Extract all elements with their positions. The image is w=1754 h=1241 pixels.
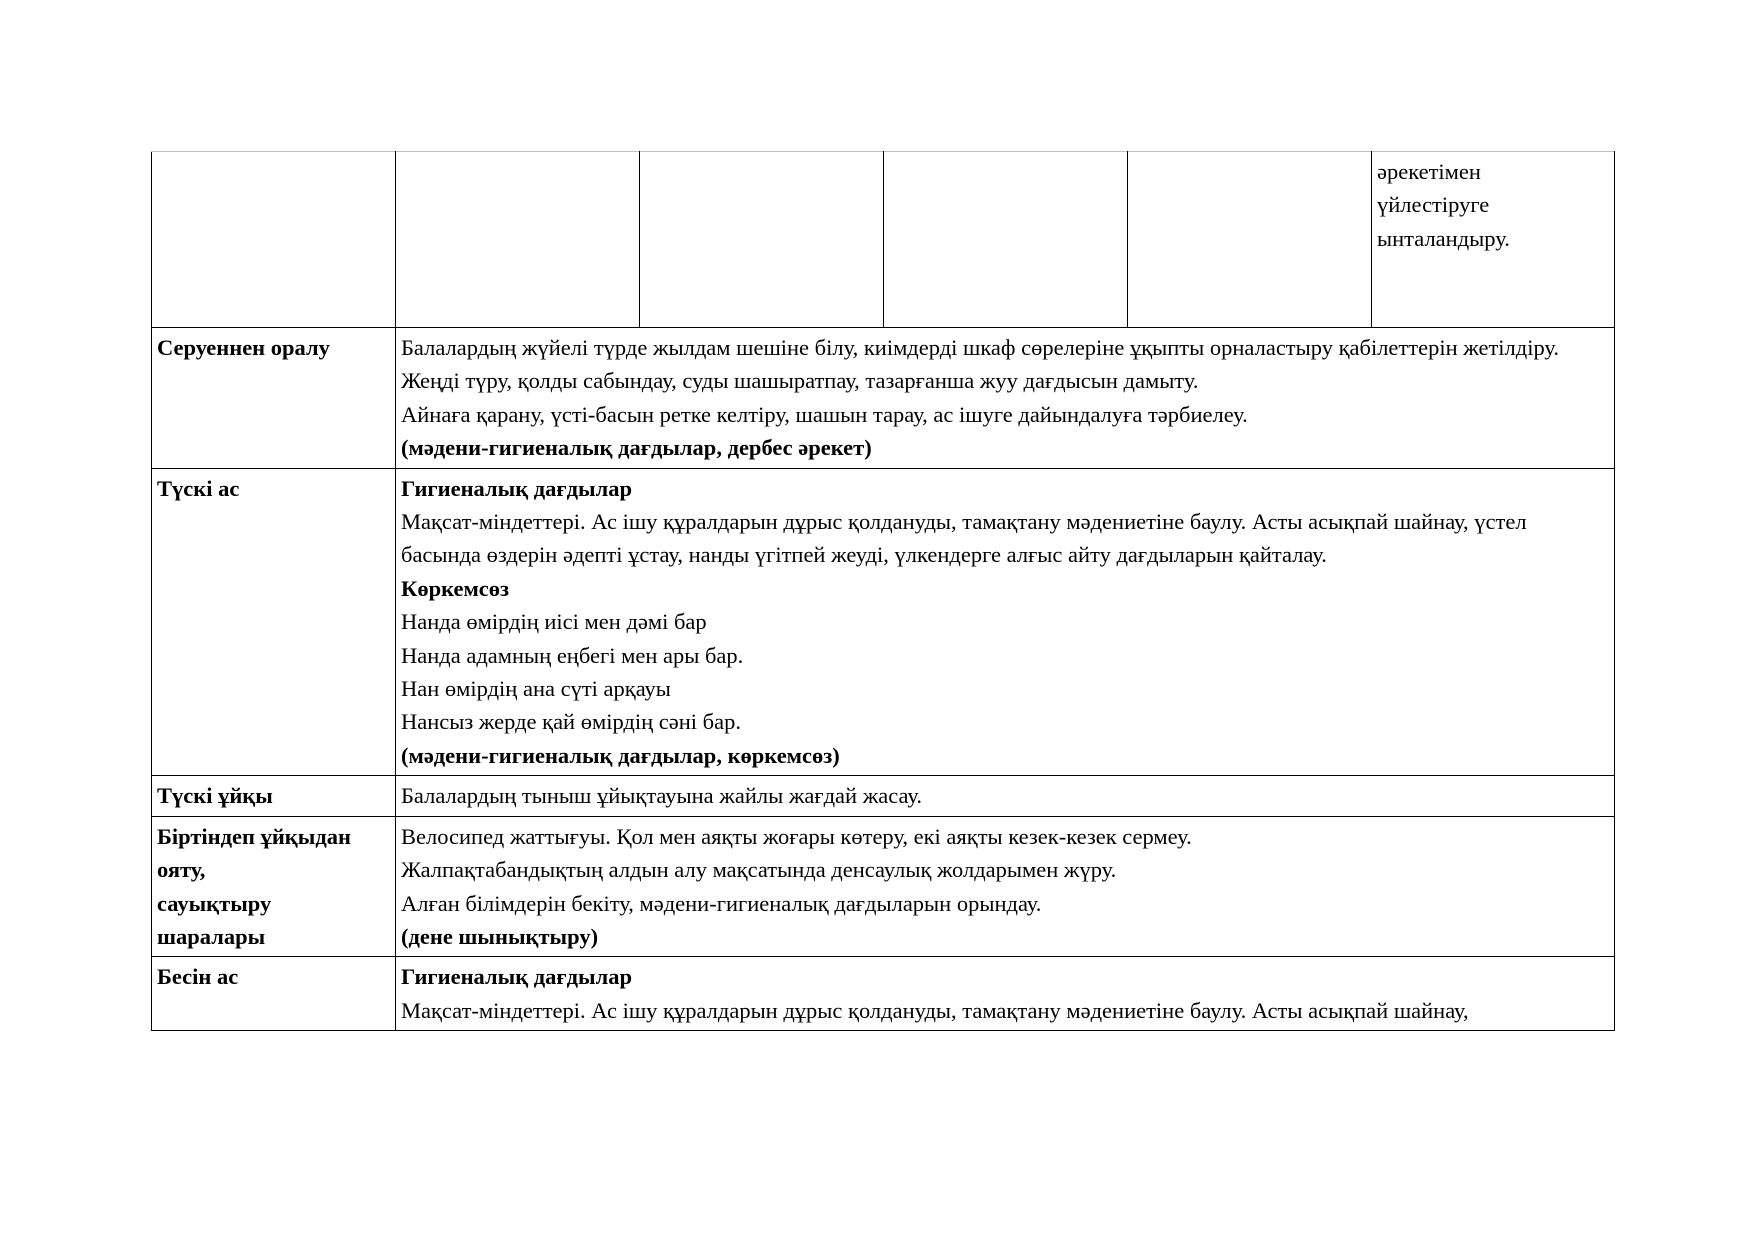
content-line: Велосипед жаттығуы. Қол мен аяқты жоғары көтеру, екі аяқты кезек-кезек сермеу. bbox=[401, 823, 1192, 849]
table-cell-empty bbox=[884, 152, 1128, 328]
table-cell-empty bbox=[640, 152, 884, 328]
row-label-line: Бесін ас bbox=[157, 964, 239, 990]
table-cell-empty bbox=[152, 152, 396, 328]
row-label bbox=[152, 328, 396, 469]
content-line-bold: (дене шынықтыру) bbox=[401, 923, 599, 949]
table-cell-continued-text bbox=[1372, 152, 1615, 328]
table-row-tuski-uiqy bbox=[152, 776, 1615, 816]
content-line-bold: (мәдени-гигиеналық дағдылар, көркемсөз) bbox=[401, 742, 840, 768]
content-line: Нанда адамның еңбегі мен ары бар. bbox=[401, 642, 744, 668]
row-content bbox=[396, 776, 1615, 816]
content-line-bold: Гигиеналық дағдылар bbox=[401, 475, 632, 501]
content-line: Нансыз жерде қай өмірдің сәні бар. bbox=[401, 709, 741, 735]
content-line: Мақсат-міндеттері. Ас ішу құралдарын дұрыс қолдануды, тамақтану мәдениетіне баулу. Асты асықпай шайнау, үстел басында өздерін әдепті ұстау, нанды үгітпей жеуді, үлкендерге алғыс айту дағдыларын қайталау. bbox=[401, 509, 1527, 568]
row-content bbox=[396, 328, 1615, 469]
content-line-bold: Көркемсөз bbox=[401, 575, 510, 601]
row-content bbox=[396, 468, 1615, 776]
row-label-line: Серуеннен оралу bbox=[157, 335, 330, 360]
row-label-line: Біртіндеп ұйқыдан bbox=[157, 823, 351, 849]
row-label bbox=[152, 776, 396, 816]
row-label bbox=[152, 468, 396, 776]
row-label-line: Түскі ұйқы bbox=[157, 783, 273, 809]
row-label-line: сауықтыру bbox=[157, 890, 272, 916]
row-content bbox=[396, 816, 1615, 957]
content-line: Айнаға қарану, үсті-басын ретке келтіру, шашын тарау, ас ішуге дайындалуға тәрбиелеу. bbox=[401, 401, 1248, 427]
content-line: Жеңді түру, қолды сабындау, суды шашыратпау, тазарғанша жуу дағдысын дамыту. bbox=[401, 368, 1199, 394]
row-label-line: шаралары bbox=[157, 923, 266, 949]
row-label bbox=[152, 957, 396, 1031]
table-row-besin-as bbox=[152, 957, 1615, 1031]
cell-text-line: ынталандыру. bbox=[1377, 225, 1510, 251]
table-row-tuski-as bbox=[152, 468, 1615, 776]
table-row-continuation bbox=[152, 152, 1615, 328]
content-line: Мақсат-міндеттері. Ас ішу құралдарын дұрыс қолдануды, тамақтану мәдениетіне баулу. Асты асықпай шайнау, bbox=[401, 997, 1469, 1023]
table-cell-empty bbox=[1128, 152, 1372, 328]
row-label-line: Түскі ас bbox=[157, 475, 240, 501]
content-line-bold: Гигиеналық дағдылар bbox=[401, 964, 632, 990]
content-line: Балалардың жүйелі түрде жылдам шешіне білу, киімдерді шкаф сөрелеріне ұқыпты орналастыру қабілеттерін жетілдіру. bbox=[401, 335, 1560, 360]
content-line: Балалардың тыныш ұйықтауына жайлы жағдай жасау. bbox=[401, 783, 922, 809]
row-content bbox=[396, 957, 1615, 1031]
cell-text-line: үйлестіруге bbox=[1377, 192, 1490, 218]
row-label-line: ояту, bbox=[157, 857, 206, 883]
cell-text-line: әрекетімен bbox=[1377, 159, 1481, 184]
content-line: Нан өмірдің ана сүті арқауы bbox=[401, 676, 671, 702]
content-line: Нанда өмірдің иісі мен дәмі бар bbox=[401, 609, 707, 635]
row-label bbox=[152, 816, 396, 957]
content-line: Алған білімдерін бекіту, мәдени-гигиеналық дағдыларын орындау. bbox=[401, 890, 1042, 916]
content-line-bold: (мәдени-гигиеналық дағдылар, дербес әрекет) bbox=[401, 435, 872, 461]
table-row-seruennen-oralu bbox=[152, 328, 1615, 469]
content-line: Жалпақтабандықтың алдын алу мақсатында денсаулық жолдарымен жүру. bbox=[401, 857, 1117, 883]
table-cell-empty bbox=[396, 152, 640, 328]
schedule-table bbox=[151, 151, 1615, 1031]
table-row-oyatu bbox=[152, 816, 1615, 957]
